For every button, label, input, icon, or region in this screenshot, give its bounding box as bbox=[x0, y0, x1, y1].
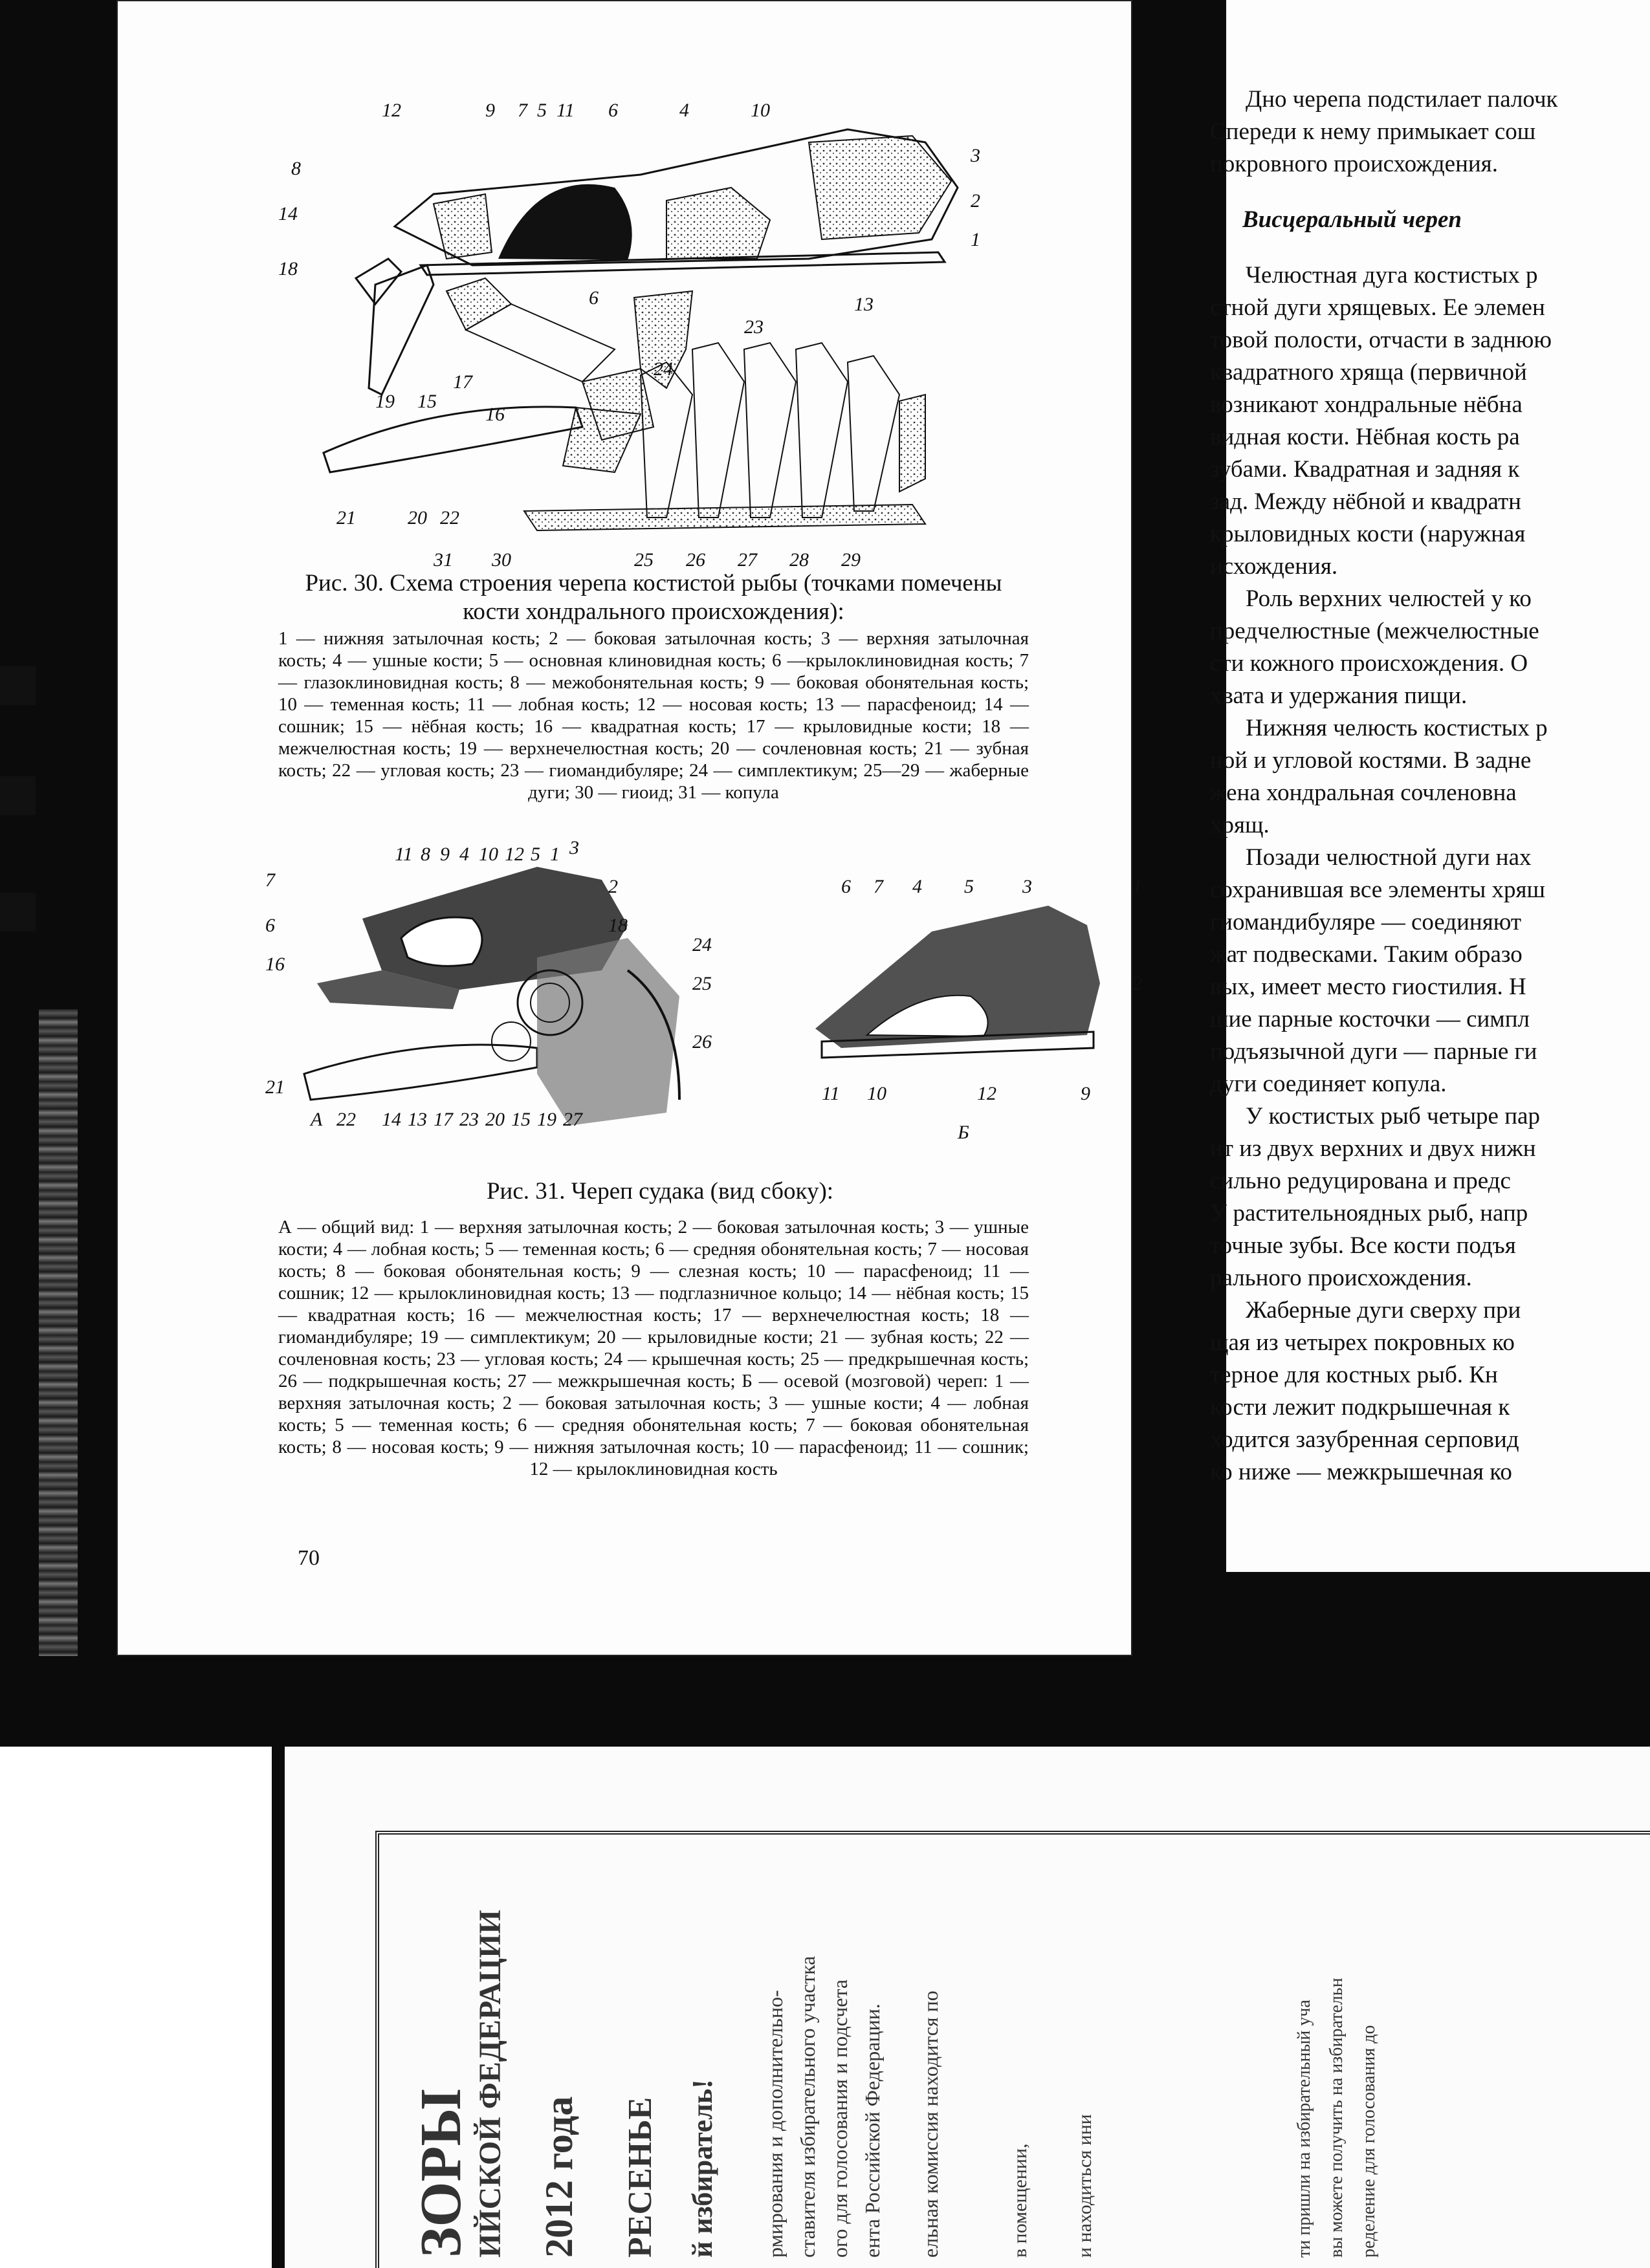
text-line: исхождения. bbox=[1210, 553, 1338, 580]
svg-text:14: 14 bbox=[278, 203, 298, 224]
text-line: зад. Между нёбной и квадратн bbox=[1210, 488, 1521, 515]
svg-text:9: 9 bbox=[485, 100, 495, 121]
book-spine-edge bbox=[39, 1009, 78, 1656]
text-line: вых, имеет место гиостилия. Н bbox=[1210, 974, 1526, 1000]
svg-text:5: 5 bbox=[964, 876, 974, 897]
svg-text:3: 3 bbox=[971, 145, 980, 166]
section-heading: Висцеральный череп bbox=[1242, 206, 1462, 233]
text-line: Дно черепа подстилает палочк bbox=[1246, 86, 1558, 113]
side-mark bbox=[0, 893, 36, 932]
svg-text:23: 23 bbox=[459, 1109, 479, 1130]
svg-text:А: А bbox=[311, 1109, 323, 1130]
svg-text:1: 1 bbox=[971, 229, 980, 250]
text-line: покровного происхождения. bbox=[1210, 151, 1498, 177]
svg-text:9: 9 bbox=[1081, 1083, 1090, 1104]
side-mark bbox=[0, 776, 36, 815]
svg-text:29: 29 bbox=[841, 549, 861, 569]
svg-text:7: 7 bbox=[874, 876, 883, 897]
text-line: дуги соединяет копула. bbox=[1210, 1071, 1447, 1097]
svg-text:22: 22 bbox=[440, 507, 459, 529]
svg-text:Б: Б bbox=[958, 1122, 969, 1143]
svg-text:17: 17 bbox=[453, 371, 472, 393]
rotated-text-line: рмирования и дополнительно- bbox=[764, 1990, 787, 2258]
text-line: Позади челюстной дуги нах bbox=[1246, 844, 1532, 871]
svg-text:27: 27 bbox=[563, 1109, 582, 1130]
svg-text:15: 15 bbox=[511, 1109, 531, 1130]
text-line: видная кости. Нёбная кость ра bbox=[1210, 424, 1520, 450]
svg-text:2: 2 bbox=[1132, 973, 1142, 994]
svg-text:11: 11 bbox=[822, 1083, 840, 1104]
svg-text:5: 5 bbox=[531, 844, 540, 865]
text-line: У растительноядных рыб, напр bbox=[1210, 1200, 1528, 1227]
svg-text:7: 7 bbox=[265, 869, 275, 891]
svg-text:3: 3 bbox=[1022, 876, 1032, 897]
svg-text:6: 6 bbox=[841, 876, 851, 897]
svg-text:19: 19 bbox=[537, 1109, 556, 1130]
svg-text:3: 3 bbox=[569, 841, 579, 858]
svg-text:21: 21 bbox=[265, 1076, 285, 1098]
rotated-text-line: ИЙСКОЙ ФЕДЕРАЦИИ bbox=[473, 1910, 507, 2258]
svg-text:11: 11 bbox=[395, 844, 413, 865]
svg-text:11: 11 bbox=[556, 100, 575, 121]
text-line: товой полости, отчасти в заднюю bbox=[1210, 327, 1552, 353]
left-page bbox=[116, 0, 1142, 1656]
text-line: Роль верхних челюстей у ко bbox=[1246, 585, 1532, 612]
text-line: терное для костных рыб. Кн bbox=[1210, 1362, 1498, 1388]
fig30-skull-diagram bbox=[278, 91, 1042, 569]
svg-text:26: 26 bbox=[686, 549, 705, 569]
text-line: ит из двух верхних и двух нижн bbox=[1210, 1135, 1536, 1162]
svg-text:7: 7 bbox=[518, 100, 527, 121]
rotated-text-line: РЕСЕНЬЕ bbox=[622, 2097, 659, 2258]
bottom-page bbox=[285, 1747, 1650, 2268]
svg-text:22: 22 bbox=[336, 1109, 356, 1130]
text-line: У костистых рыб четыре пар bbox=[1246, 1103, 1540, 1129]
svg-text:25: 25 bbox=[634, 549, 654, 569]
svg-text:20: 20 bbox=[408, 507, 427, 529]
svg-text:16: 16 bbox=[485, 404, 505, 425]
svg-text:23: 23 bbox=[744, 316, 764, 338]
svg-text:25: 25 bbox=[692, 973, 712, 994]
svg-text:6: 6 bbox=[608, 100, 618, 121]
text-line: Спереди к нему примыкает сош bbox=[1210, 118, 1536, 145]
svg-text:30: 30 bbox=[492, 549, 511, 569]
svg-text:10: 10 bbox=[479, 844, 498, 865]
svg-text:24: 24 bbox=[654, 358, 673, 380]
svg-text:5: 5 bbox=[537, 100, 547, 121]
text-line: стной дуги хрящевых. Ее элемен bbox=[1210, 294, 1545, 321]
fig31-legend: А — общий вид: 1 — верхняя затылочная кость; 2 — боковая затылочная кость; 3 — ушные кости; 4 — лобная кость; 5 — теменная кость; 6 — средняя обонятельная кость; 7 — носовая кость; 8 — боковая обонятельная кость; 9 — слезная кость; 10 — парасфеноид; 11 — сошник; 12 — крылоклиновидная кость; 13 — подглазничное кольцо; 14 — нёбная кость; 15 — квадратная кость; 16 — межчелюстная кость; 17 — верхнечелюстная кость; 18 — гиомандибуляре; 19 — симплектикум; 20 — крыловидные кости; 21 — зубная кость; 22 — сочленовная кость; 23 — угловая кость; 24 — крышечная кость; 25 — предкрышечная кость; 26 — подкрышечная кость; 27 — межкрышечная кость; Б — осевой (мозговой) череп: 1 — верхняя затылочная кость; 2 — боковая затылочная кость; 3 — ушные кости; 4 — лобная кость; 5 — теменная кость; 6 — средняя обонятельная кость; 7 — боковая обонятельная кость; 8 — носовая кость; 9 — нижняя затылочная кость; 10 — парасфеноид; 11 — сошник; 12 — крылоклиновидная кость bbox=[278, 1217, 1029, 1479]
side-mark bbox=[0, 666, 36, 705]
svg-text:1: 1 bbox=[1132, 876, 1142, 897]
svg-text:12: 12 bbox=[505, 844, 524, 865]
text-line: Нижняя челюсть костистых р bbox=[1246, 715, 1548, 741]
svg-text:28: 28 bbox=[789, 549, 809, 569]
svg-text:19: 19 bbox=[375, 391, 395, 412]
scanner-background-right-strip bbox=[1216, 1572, 1650, 1682]
rotated-text-line: ого для голосования и подсчета bbox=[828, 1979, 852, 2258]
rotated-text-line: ти пришли на избирательный уча bbox=[1294, 2000, 1314, 2258]
rotated-text-line: вы можете получить на избирательн bbox=[1326, 1978, 1347, 2258]
fig31-caption-title: Рис. 31. Череп судака (вид сбоку): bbox=[486, 1178, 834, 1205]
fig31a-zander-skull bbox=[265, 841, 770, 1164]
text-line: Жаберные дуги сверху при bbox=[1246, 1297, 1521, 1324]
svg-text:2: 2 bbox=[608, 876, 618, 897]
text-line: предчелюстные (межчелюстные bbox=[1210, 618, 1539, 644]
text-line: квадратного хряща (первичной bbox=[1210, 359, 1527, 386]
text-line: точные зубы. Все кости подъя bbox=[1210, 1232, 1516, 1259]
rotated-text-line: ента Российской Федерации. bbox=[861, 2003, 884, 2258]
page-number: 70 bbox=[298, 1546, 320, 1570]
fig30-caption-title: Рис. 30. Схема строения черепа костистой рыбы (точками помечены кости хондрального происхождения): bbox=[305, 570, 1002, 625]
rotated-text-line: ельная комиссия находится по bbox=[919, 1990, 942, 2258]
text-line: шие парные косточки — симпл bbox=[1210, 1006, 1530, 1032]
svg-text:13: 13 bbox=[408, 1109, 427, 1130]
svg-text:10: 10 bbox=[867, 1083, 886, 1104]
rotated-text-line: ставителя избирательного участка bbox=[796, 1956, 819, 2258]
text-line: возникают хондральные нёбна bbox=[1210, 391, 1523, 418]
rotated-text-line: ределение для голосования до bbox=[1359, 2025, 1379, 2258]
svg-text:26: 26 bbox=[692, 1031, 712, 1052]
fig31b-axial-skull bbox=[802, 867, 1158, 1151]
text-line: Челюстная дуга костистых р bbox=[1246, 262, 1538, 289]
rotated-text-line: и находиться ини bbox=[1074, 2114, 1095, 2258]
svg-text:4: 4 bbox=[912, 876, 922, 897]
svg-text:24: 24 bbox=[692, 934, 712, 955]
text-line: ходится зазубренная серповид bbox=[1210, 1426, 1519, 1453]
svg-text:18: 18 bbox=[278, 258, 298, 279]
text-line: сохранившая все элементы хряш bbox=[1210, 877, 1545, 903]
svg-text:18: 18 bbox=[608, 915, 628, 936]
text-line: рального происхождения. bbox=[1210, 1265, 1472, 1291]
text-line: ко ниже — межкрышечная ко bbox=[1210, 1459, 1512, 1485]
text-line: хрящ. bbox=[1210, 812, 1270, 838]
svg-text:16: 16 bbox=[265, 954, 285, 975]
text-line: кости лежит подкрышечная к bbox=[1210, 1394, 1510, 1421]
rotated-text-line: 2012 года bbox=[538, 2096, 580, 2258]
fig30-legend: 1 — нижняя затылочная кость; 2 — боковая затылочная кость; 3 — верхняя затылочная кость; 4 — ушные кости; 5 — основная клиновидная кость; 6 —крылоклиновидная кость; 7 — глазоклиновидная кость; 8 — межобонятельная кость; 9 — боковая обонятельная кость; 10 — теменная кость; 11 — лобная кость; 12 — носовая кость; 13 — парасфеноид; 14 — сошник; 15 — нёбная кость; 16 — квадратная кость; 17 — крыловидные кости; 18 — межчелюстная кость; 19 — верхнечелюстная кость; 20 — сочленовная кость; 21 — зубная кость; 22 — угловая кость; 23 — гиомандибуляре; 24 — симплектикум; 25—29 — жаберные дуги; 30 — гиоид; 31 — копула bbox=[278, 628, 1029, 803]
rotated-text-line: в помещении, bbox=[1009, 2143, 1031, 2258]
svg-text:1: 1 bbox=[550, 844, 560, 865]
text-line: сильно редуцирована и предс bbox=[1210, 1168, 1511, 1194]
text-line: подъязычной дуги — парные ги bbox=[1210, 1038, 1537, 1065]
text-line: зубами. Квадратная и задняя к bbox=[1210, 456, 1520, 483]
svg-text:17: 17 bbox=[434, 1109, 453, 1130]
text-line: жена хондральная сочленовна bbox=[1210, 780, 1517, 806]
svg-text:8: 8 bbox=[291, 158, 301, 179]
text-line: ной и угловой костями. В задне bbox=[1210, 747, 1532, 774]
svg-text:4: 4 bbox=[679, 100, 689, 121]
svg-text:12: 12 bbox=[382, 100, 401, 121]
svg-text:31: 31 bbox=[434, 549, 453, 569]
svg-text:15: 15 bbox=[417, 391, 437, 412]
svg-text:14: 14 bbox=[382, 1109, 401, 1130]
text-line: хвата и удержания пищи. bbox=[1210, 682, 1468, 709]
text-line: крыловидных кости (наружная bbox=[1210, 521, 1526, 547]
text-line: щая из четырех покровных ко bbox=[1210, 1329, 1515, 1356]
svg-text:2: 2 bbox=[971, 190, 980, 212]
text-line: гиомандибуляре — соединяют bbox=[1210, 909, 1522, 935]
text-line: жат подвесками. Таким образо bbox=[1210, 941, 1523, 968]
text-line: сти кожного происхождения. О bbox=[1210, 650, 1528, 677]
svg-text:10: 10 bbox=[751, 100, 770, 121]
svg-text:4: 4 bbox=[459, 844, 469, 865]
svg-text:20: 20 bbox=[485, 1109, 505, 1130]
rotated-text-line: ЗОРЫ bbox=[409, 2089, 473, 2258]
svg-text:9: 9 bbox=[440, 844, 450, 865]
svg-text:6: 6 bbox=[589, 287, 599, 309]
svg-text:27: 27 bbox=[738, 549, 757, 569]
svg-text:21: 21 bbox=[336, 507, 356, 529]
svg-text:12: 12 bbox=[977, 1083, 996, 1104]
svg-text:6: 6 bbox=[265, 915, 275, 936]
rotated-text-line: й избиратель! bbox=[687, 2079, 718, 2258]
scanner-background-bottom-left bbox=[0, 1747, 285, 2268]
svg-text:13: 13 bbox=[854, 294, 874, 315]
svg-text:8: 8 bbox=[421, 844, 430, 865]
